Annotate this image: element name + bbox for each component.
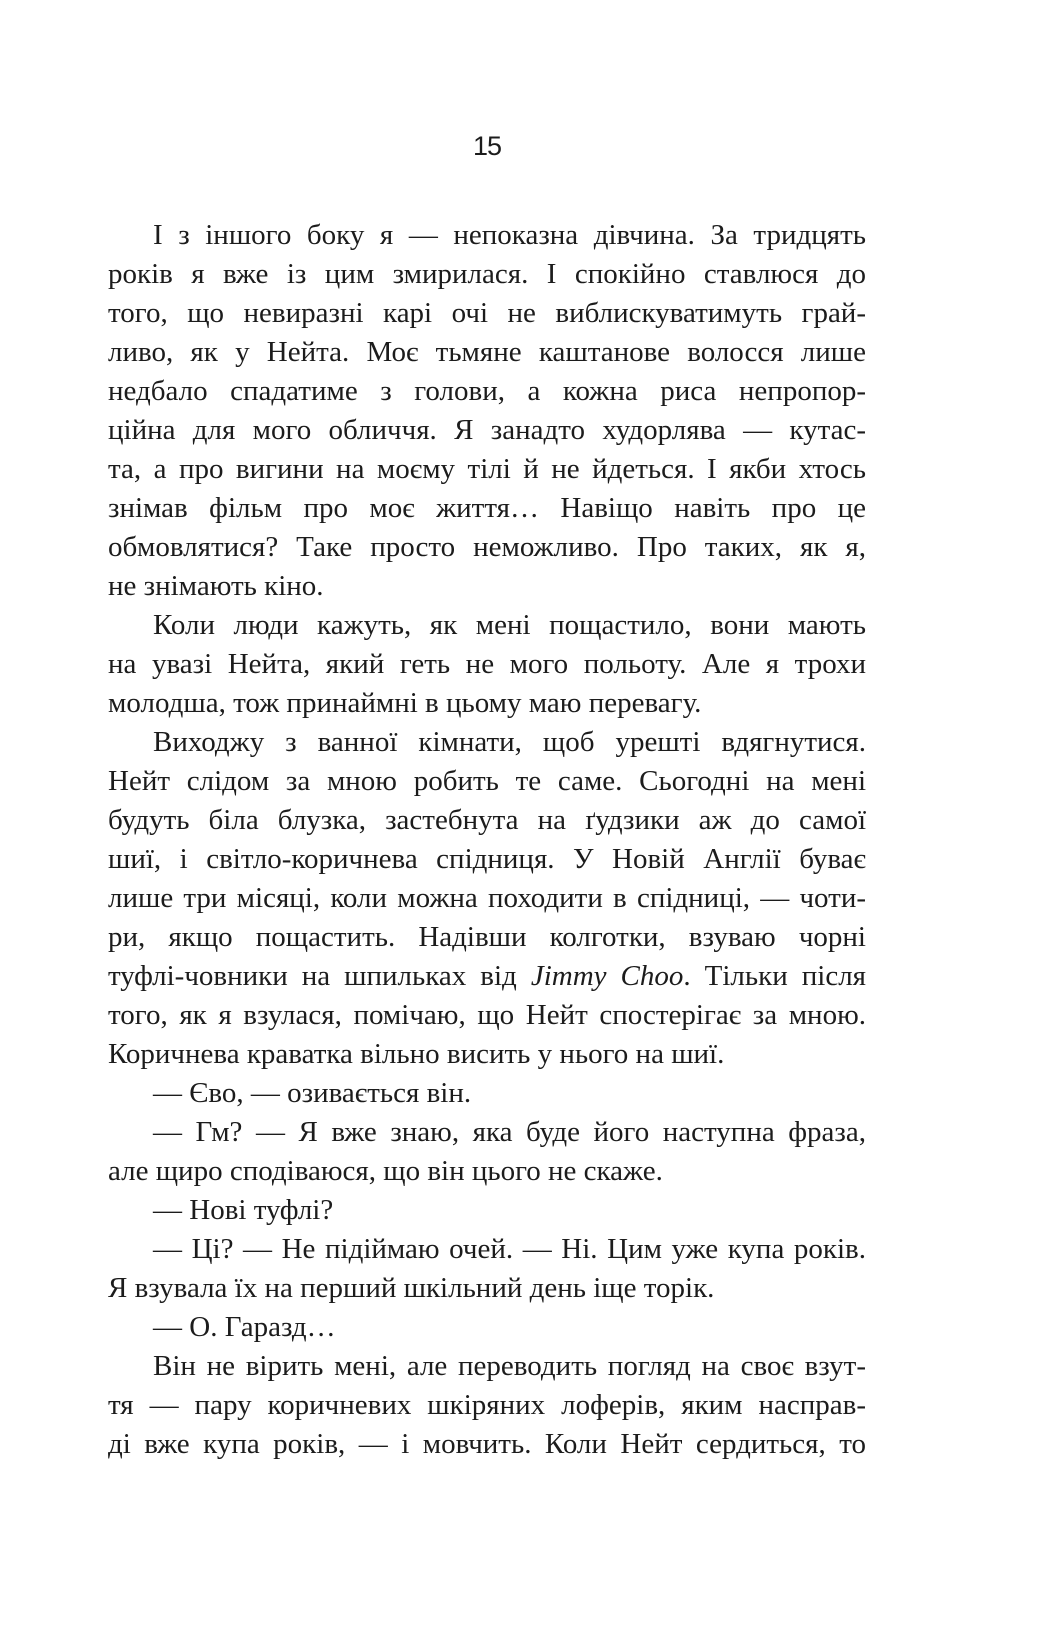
text-line: Нейт слідом за мною робить те саме. Сьогодні на мені bbox=[108, 765, 866, 797]
text-line: тя — пару коричневих шкіряних лоферів, яким насправ- bbox=[108, 1389, 866, 1421]
text-line: ливо, як у Нейта. Моє тьмяне каштанове волосся лише bbox=[108, 336, 866, 368]
paragraph bbox=[108, 723, 866, 1074]
paragraph bbox=[108, 606, 866, 723]
text-line: молодша, тож принаймні в цьому маю перевагу. bbox=[108, 687, 702, 719]
text-line: того, як я взулася, помічаю, що Нейт спостерігає за мною. bbox=[108, 999, 866, 1031]
text-line: знімав фільм про моє життя… Навіщо навіть про це bbox=[108, 492, 866, 524]
page-number: 15 bbox=[472, 131, 502, 161]
text-line: років я вже із цим змирилася. І спокійно ставлюся до bbox=[108, 258, 866, 290]
text-line: на увазі Нейта, який геть не мого польоту. Але я трохи bbox=[108, 648, 866, 680]
paragraph bbox=[108, 1191, 866, 1230]
text-line: шиї, і світло-коричнева спідниця. У Новій Англії буває bbox=[108, 843, 866, 875]
text-line: Я взувала їх на перший шкільний день іще торік. bbox=[108, 1272, 715, 1304]
text-line: лише три місяці, коли можна походити в спідниці, — чоти- bbox=[108, 882, 866, 914]
text-line: та, а про вигини на моєму тілі й не йдеться. І якби хтось bbox=[108, 453, 866, 485]
text-line: того, що невиразні карі очі не виблискуватимуть грай- bbox=[108, 297, 866, 329]
paragraph bbox=[108, 1308, 866, 1347]
text-line: Він не вірить мені, але переводить погляд на своє взут- bbox=[153, 1350, 866, 1382]
text-line: не знімають кіно. bbox=[108, 570, 324, 602]
text-line: ді вже купа років, — і мовчить. Коли Нейт сердиться, то bbox=[108, 1428, 866, 1460]
text-line: І з іншого боку я — непоказна дівчина. За тридцять bbox=[153, 219, 866, 251]
text-body bbox=[108, 216, 866, 1464]
paragraph bbox=[108, 216, 866, 606]
text-line: туфлі-човники на шпильках від Jimmy Choo. Тільки після bbox=[108, 960, 867, 992]
text-line: недбало спадатиме з голови, а кожна риса непропор- bbox=[108, 375, 866, 407]
text-line: — Нові туфлі? bbox=[153, 1194, 334, 1226]
paragraph bbox=[108, 1113, 866, 1191]
text-line: — О. Гаразд… bbox=[153, 1311, 336, 1343]
paragraph bbox=[108, 1230, 866, 1308]
text-line: — Ці? — Не підіймаю очей. — Ні. Цим уже купа років. bbox=[153, 1233, 866, 1265]
text-line: обмовлятися? Таке просто неможливо. Про таких, як я, bbox=[108, 531, 866, 563]
text-line: Коричнева краватка вільно висить у нього на шиї. bbox=[108, 1038, 725, 1070]
paragraph bbox=[108, 1347, 866, 1464]
text-line: Виходжу з ванної кімнати, щоб урешті вдягнутися. bbox=[153, 726, 866, 758]
text-line: — Єво, — озивається він. bbox=[153, 1077, 472, 1109]
text-line: будуть біла блузка, застебнута на ґудзики аж до самої bbox=[108, 804, 866, 836]
text-line: — Гм? — Я вже знаю, яка буде його наступна фраза, bbox=[153, 1116, 866, 1148]
text-line: ційна для мого обличчя. Я занадто худорлява — кутас- bbox=[108, 414, 866, 446]
paragraph bbox=[108, 1074, 866, 1113]
text-line: ри, якщо пощастить. Надівши колготки, взуваю чорні bbox=[108, 921, 866, 953]
text-line: Коли люди кажуть, як мені пощастило, вони мають bbox=[153, 609, 866, 641]
text-line: але щиро сподіваюся, що він цього не скаже. bbox=[108, 1155, 663, 1187]
